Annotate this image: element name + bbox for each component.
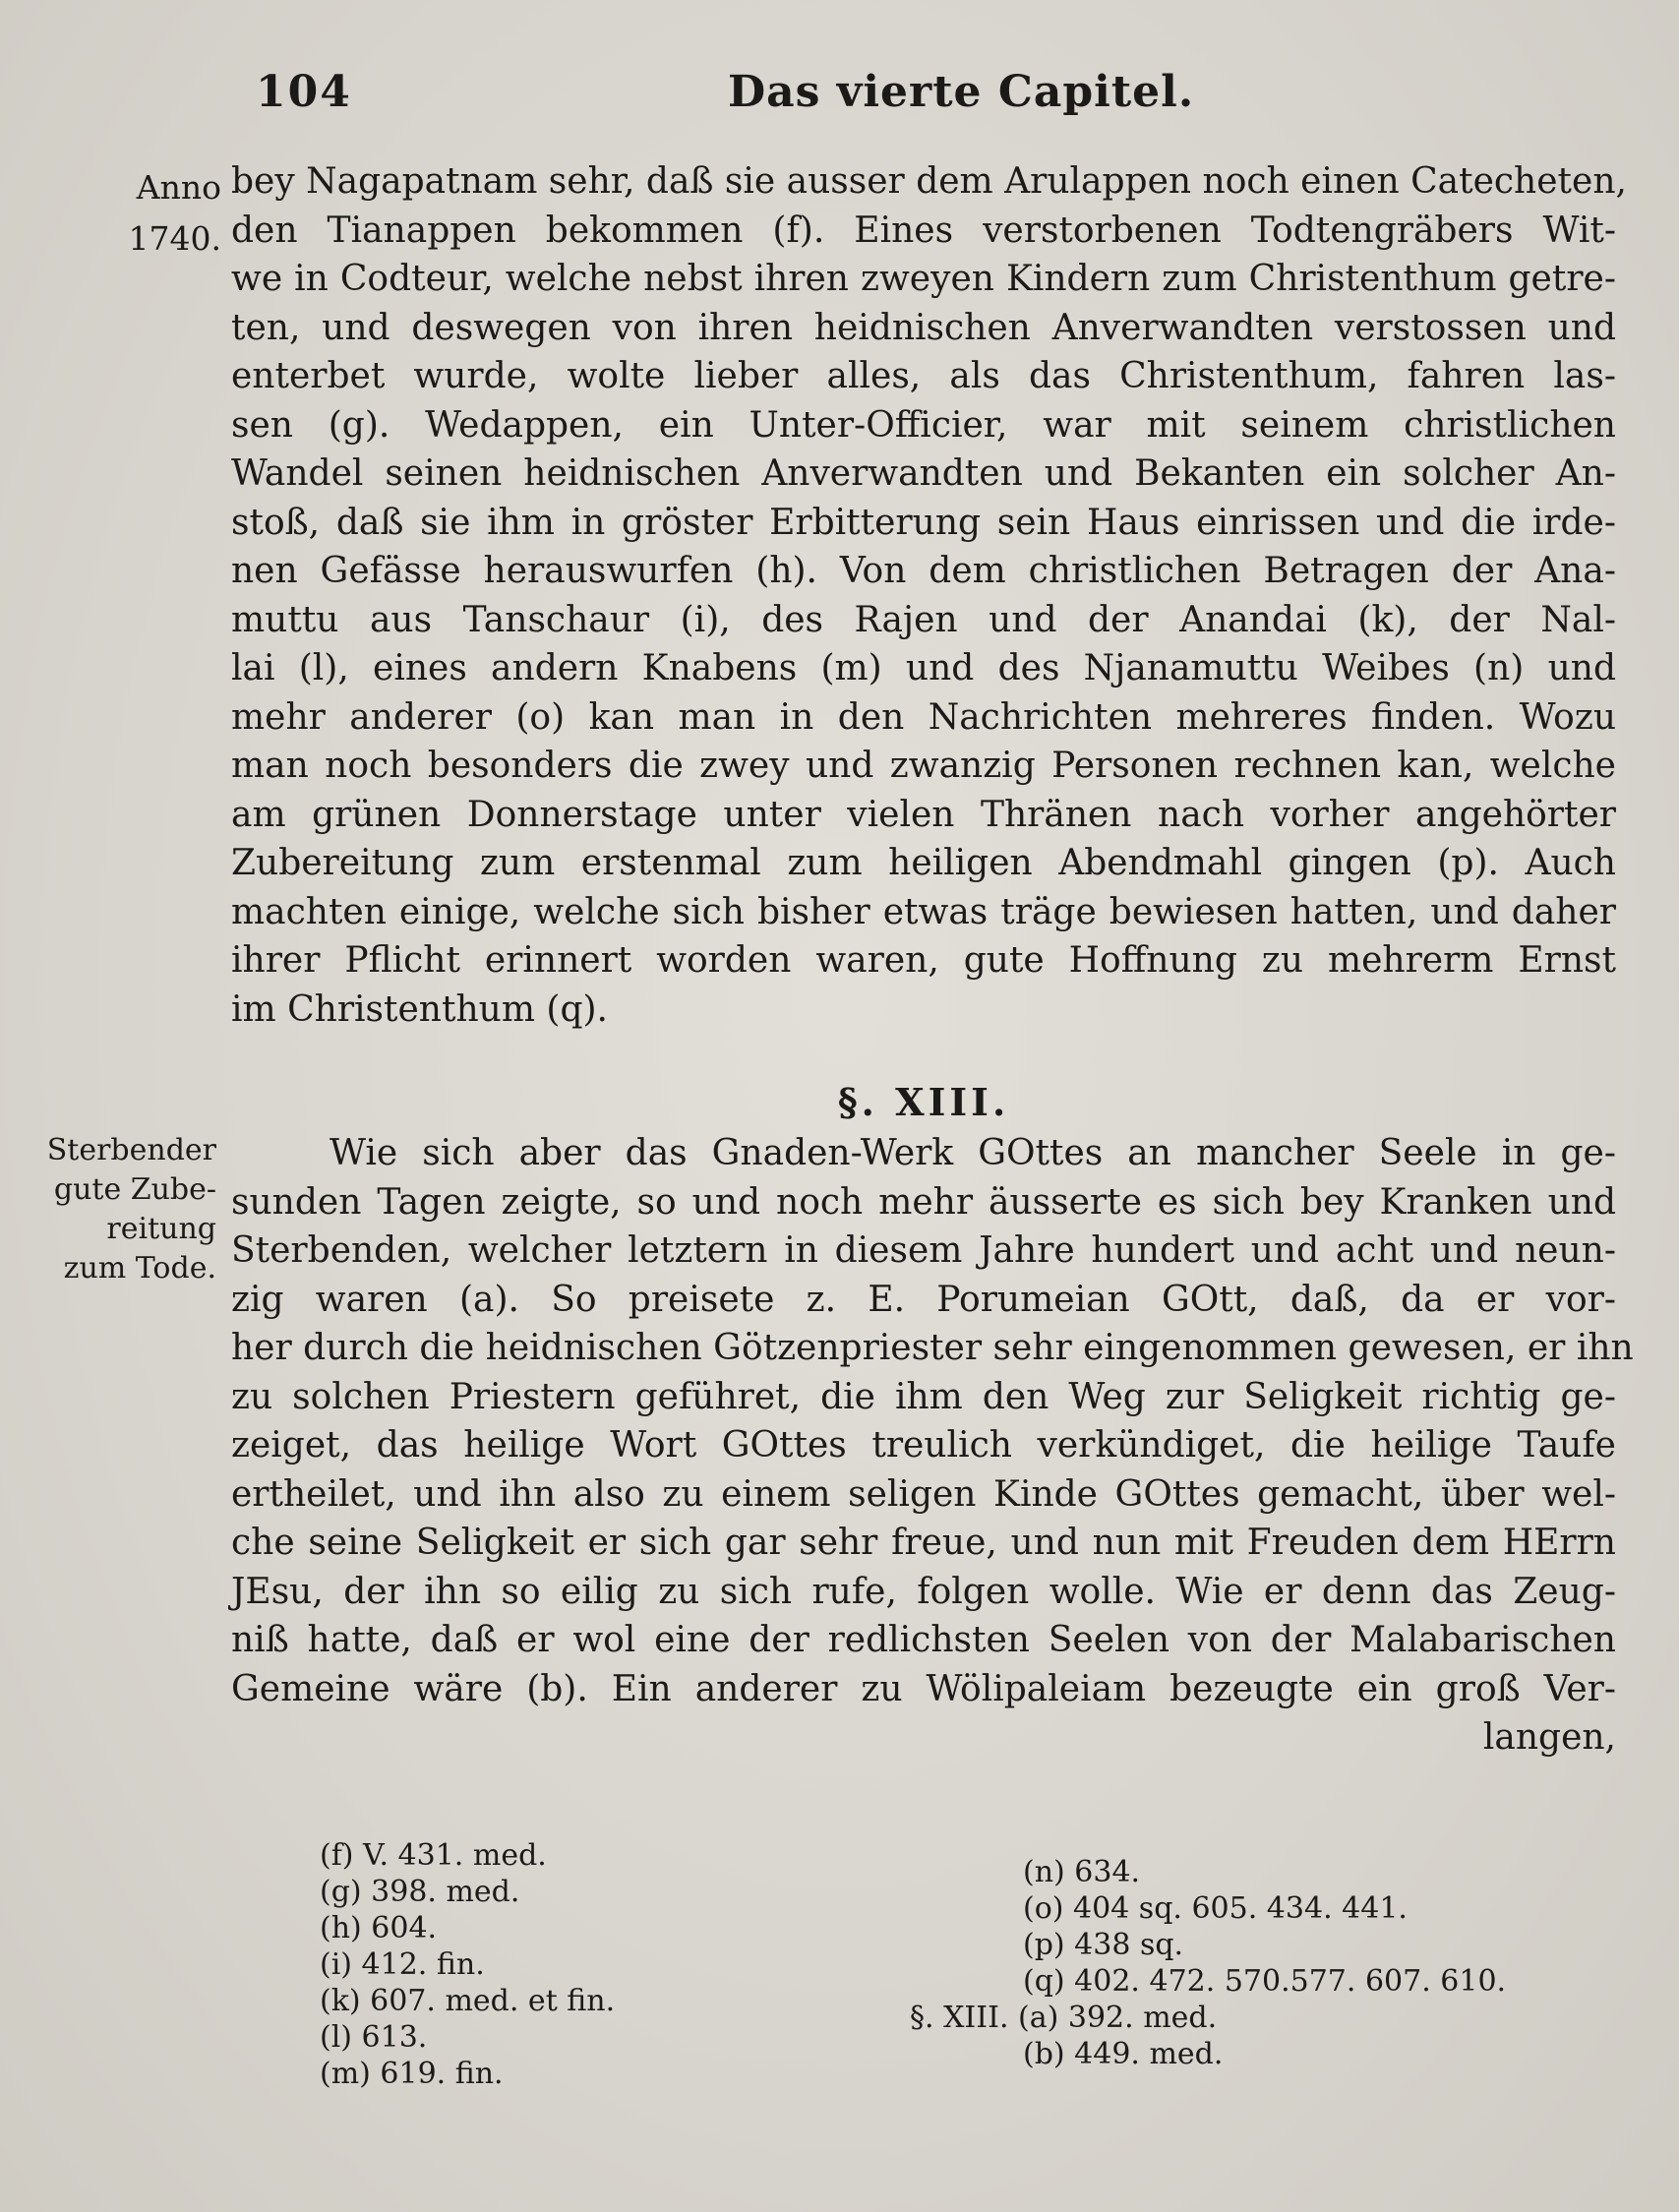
text-line: den Tianappen bekommen (f). Eines verstorbenen Todtengräbers Wit- — [231, 209, 1616, 251]
paragraph-2 — [231, 1129, 1634, 1763]
footnote: (f) V. 431. med. — [320, 1838, 547, 1873]
page-number: 104 — [256, 67, 352, 117]
text-line: nen Gefässe herauswurfen (h). Von dem christlichen Betragen der Ana- — [231, 551, 1616, 591]
footnote: (l) 613. — [320, 2020, 428, 2055]
margin-note-line: Sterbender — [46, 1133, 216, 1167]
footnote: §. XIII. (a) 392. med. — [910, 2001, 1218, 2035]
text-line: ihrer Pflicht erinnert worden waren, gute Hoffnung zu mehrerm Ernst — [231, 940, 1616, 981]
text-line: Zubereitung zum erstenmal zum heiligen Abendmahl gingen (p). Auch — [231, 843, 1616, 883]
footnote: (q) 402. 472. 570.577. 607. 610. — [1023, 1964, 1507, 1999]
footnotes-left — [320, 1837, 615, 2092]
margin-note-line: gute Zube- — [53, 1172, 216, 1207]
text-line: zu solchen Priestern geführet, die ihm den Weg zur Seligkeit richtig ge- — [231, 1376, 1616, 1417]
text-line: zig waren (a). So preisete z. E. Porumeian GOtt, daß, da er vor- — [231, 1279, 1616, 1320]
text-line: enterbet wurde, wolte lieber alles, als das Christenthum, fahren las- — [231, 356, 1616, 396]
margin-note-line: zum Tode. — [63, 1251, 216, 1285]
footnote: (k) 607. med. et fin. — [320, 1984, 616, 2018]
footnote: (p) 438 sq. — [1023, 1928, 1184, 1962]
running-title: Das vierte Capitel. — [728, 67, 1195, 117]
footnote: (n) 634. — [1023, 1855, 1141, 1889]
text-line: JEsu, der ihn so eilig zu sich rufe, folgen wolle. Wie er denn das Zeug- — [231, 1571, 1616, 1612]
text-line: niß hatte, daß er wol eine der redlichsten Seelen von der Malabarischen — [231, 1620, 1616, 1660]
text-line: zeiget, das heilige Wort GOttes treulich verkündiget, die heilige Taufe — [231, 1425, 1616, 1465]
text-line: sunden Tagen zeigte, so und noch mehr äusserte es sich bey Kranken und — [231, 1181, 1616, 1223]
margin-note — [30, 1131, 216, 1288]
text-line: we in Codteur, welche nebst ihren zweyen Kindern zum Christenthum getre- — [231, 259, 1616, 299]
text-line: Sterbenden, welcher letztern in diesem Jahre hundert und acht und neun- — [231, 1230, 1616, 1271]
text-line: sen (g). Wedappen, ein Unter-Officier, war mit seinem christlichen — [231, 404, 1616, 446]
text-line: ertheilet, und ihn also zu einem seligen Kinde GOttes gemacht, über wel- — [231, 1473, 1616, 1515]
text-line: lai (l), eines andern Knabens (m) und des Njanamuttu Weibes (n) und — [231, 648, 1616, 688]
text-line: che seine Seligkeit er sich gar sehr freue, und nun mit Freuden dem HErrn — [231, 1523, 1616, 1563]
text-line: Wie sich aber das Gnaden-Werk GOttes an mancher Seele in ge- — [330, 1133, 1616, 1173]
margin-year-value: 1740. — [128, 219, 221, 258]
footnote: (g) 398. med. — [320, 1875, 520, 1909]
text-line: her durch die heidnischen Götzenpriester sehr eingenommen gewesen, er ihn — [231, 1328, 1634, 1368]
catchword: langen, — [1482, 1717, 1616, 1758]
margin-year-label: Anno — [136, 168, 221, 207]
text-line: stoß, daß sie ihm in gröster Erbitterung sein Haus einrissen und die irde- — [231, 502, 1616, 543]
text-line: machten einige, welche sich bisher etwas träge bewiesen hatten, und daher — [231, 891, 1616, 932]
text-line: man noch besonders die zwey und zwanzig Personen rechnen kan, welche — [231, 746, 1616, 786]
paragraph-1 — [231, 157, 1627, 1034]
text-line: am grünen Donnerstage unter vielen Thränen nach vorher angehörter — [231, 794, 1616, 835]
margin-note-line: reitung — [106, 1212, 216, 1246]
margin-year — [98, 162, 221, 265]
footnote: (o) 404 sq. 605. 434. 441. — [1023, 1891, 1408, 1926]
footnotes-right — [910, 1854, 1507, 2072]
footnote: (m) 619. fin. — [320, 2057, 504, 2091]
text-line: bey Nagapatnam sehr, daß sie ausser dem Arulappen noch einen Catecheten, — [231, 161, 1627, 202]
text-line: muttu aus Tanschaur (i), des Rajen und der Anandai (k), der Nal- — [231, 599, 1616, 640]
section-heading: §. XIII. — [837, 1080, 1010, 1124]
text-line: Wandel seinen heidnischen Anverwandten und Bekanten ein solcher An- — [231, 453, 1616, 494]
footnote: (i) 412. fin. — [320, 1947, 485, 1982]
text-line: Gemeine wäre (b). Ein anderer zu Wölipaleiam bezeugte ein groß Ver- — [231, 1668, 1616, 1709]
footnote: (b) 449. med. — [1023, 2037, 1224, 2071]
text-line: mehr anderer (o) kan man in den Nachrichten mehreres finden. Wozu — [231, 696, 1616, 738]
footnote: (h) 604. — [320, 1911, 438, 1945]
text-line: im Christenthum (q). — [231, 988, 608, 1030]
text-line: ten, und deswegen von ihren heidnischen Anverwandten verstossen und — [231, 307, 1616, 348]
